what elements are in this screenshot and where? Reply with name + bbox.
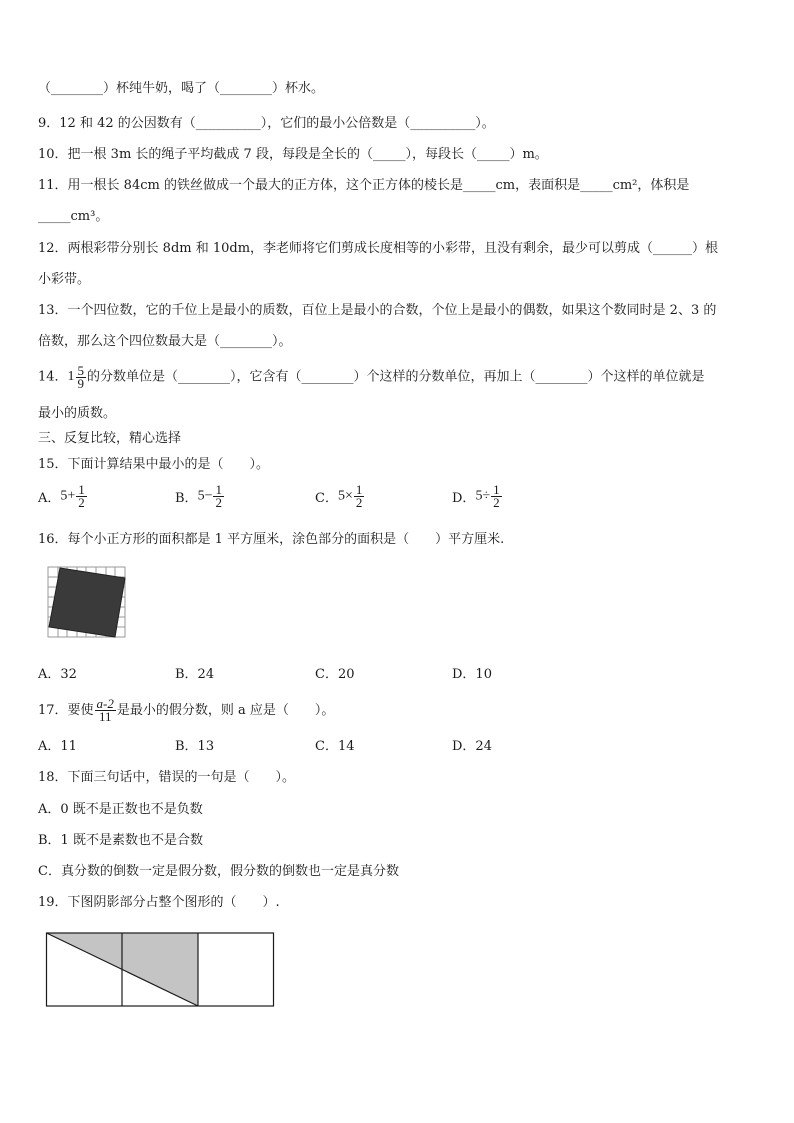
denominator: 2 [215,495,222,510]
question-16: 16．每个小正方形的面积都是 1 平方厘米，涂色部分的面积是（ ）平方厘米. [38,532,505,547]
numerator: 1 [215,482,222,497]
denominator: 2 [493,495,500,510]
numerator: 1 [493,482,500,497]
q15-option-b[interactable] [175,484,225,509]
option-fraction [76,484,87,509]
q17-denominator: 11 [98,709,112,724]
q18-option-c[interactable]: C．真分数的倒数一定是假分数，假分数的倒数也一定是真分数 [38,864,399,879]
option-label: A． [38,491,61,506]
question-18: 18．下面三句话中，错误的一句是（ ）。 [38,770,296,785]
q19-figure [45,932,277,1008]
q14-rest: 的分数单位是（________），它含有（________）个这样的分数单位，再加上（________）个这样的单位就是 [87,369,705,385]
numerator: 1 [355,482,363,497]
option-expr: 5− [197,488,213,504]
question-13-line1: 13．一个四位数，它的千位上是最小的质数，百位上是最小的合数，个位上是最小的偶数，如果这个数同时是 2、3 的 [38,303,717,318]
q15-options [38,484,758,524]
q18-option-a[interactable]: A．0 既不是正数也不是负数 [38,802,203,817]
option-expr: 5÷ [475,488,491,504]
q16-option-d[interactable]: D．10 [452,667,492,682]
q17-option-c[interactable]: C．14 [315,739,355,754]
question-12-line1: 12．两根彩带分别长 8dm 和 10dm，李老师将它们剪成长度相等的小彩带，且没有剩余，最少可以剪成（______）根 [38,241,719,256]
q16-option-a[interactable]: A．32 [38,667,77,682]
q14-denominator: 9 [77,375,85,391]
q17-numerator: a-2 [96,696,114,711]
section-title: 三、反复比较，精心选择 [38,431,182,446]
q17-rest: 是最小的假分数，则 a 应是（ ）。 [116,703,335,718]
q15-option-a[interactable] [38,484,88,509]
question-14-line2: 最小的质数。 [38,406,117,421]
q16-option-b[interactable]: B．24 [175,667,215,682]
q16-option-c[interactable]: C．20 [315,667,355,682]
shaded-square [49,568,125,637]
denominator: 2 [78,495,85,510]
numerator: 1 [78,482,85,497]
question-10: 10．把一根 3m 长的绳子平均截成 7 段，每段是全长的（_____），每段长（_____）m。 [38,147,548,162]
q18-option-b[interactable]: B．1 既不是素数也不是合数 [38,833,203,848]
option-label: B． [175,491,198,506]
q14-fraction [76,362,87,391]
q15-option-c[interactable] [315,484,365,509]
q17-option-a[interactable]: A．11 [38,739,77,754]
question-15: 15．下面计算结果中最小的是（ ）。 [38,457,270,472]
option-label: D． [452,491,476,506]
option-expr: 5× [337,488,353,504]
q14-whole: 1 [67,369,75,384]
q15-option-d[interactable] [452,484,503,509]
q14-number: 14． [38,369,68,385]
question-14-line1 [38,360,705,395]
question-11-line1: 11．用一根长 84cm 的铁丝做成一个最大的正方体，这个正方体的棱长是_____cm，表面积是_____cm²，体积是 [38,178,690,193]
question-9: 9．12 和 42 的公因数有（__________），它们的最小公倍数是（__________）。 [38,116,495,131]
q17-prefix: 17．要使 [38,703,94,718]
denominator: 2 [355,495,363,510]
option-label: C． [315,491,338,506]
q16-grid-figure [46,565,128,641]
option-fraction [491,484,502,509]
question-11-line2: _____cm³。 [38,209,109,224]
option-fraction [213,484,224,509]
option-fraction [354,484,365,509]
question-13-line2: 倍数，那么这个四位数最大是（________）。 [38,334,292,349]
question-12-line2: 小彩带。 [38,272,91,287]
option-expr: 5+ [60,488,76,504]
q14-numerator: 5 [77,362,85,378]
question-19: 19．下图阴影部分占整个图形的（ ）. [38,895,280,910]
q17-option-b[interactable]: B．13 [175,739,215,754]
q17-fraction [95,698,116,723]
q8-continuation: （________）杯纯牛奶，喝了（________）杯水。 [38,81,325,96]
question-17 [38,694,334,728]
q17-option-d[interactable]: D．24 [452,739,492,754]
